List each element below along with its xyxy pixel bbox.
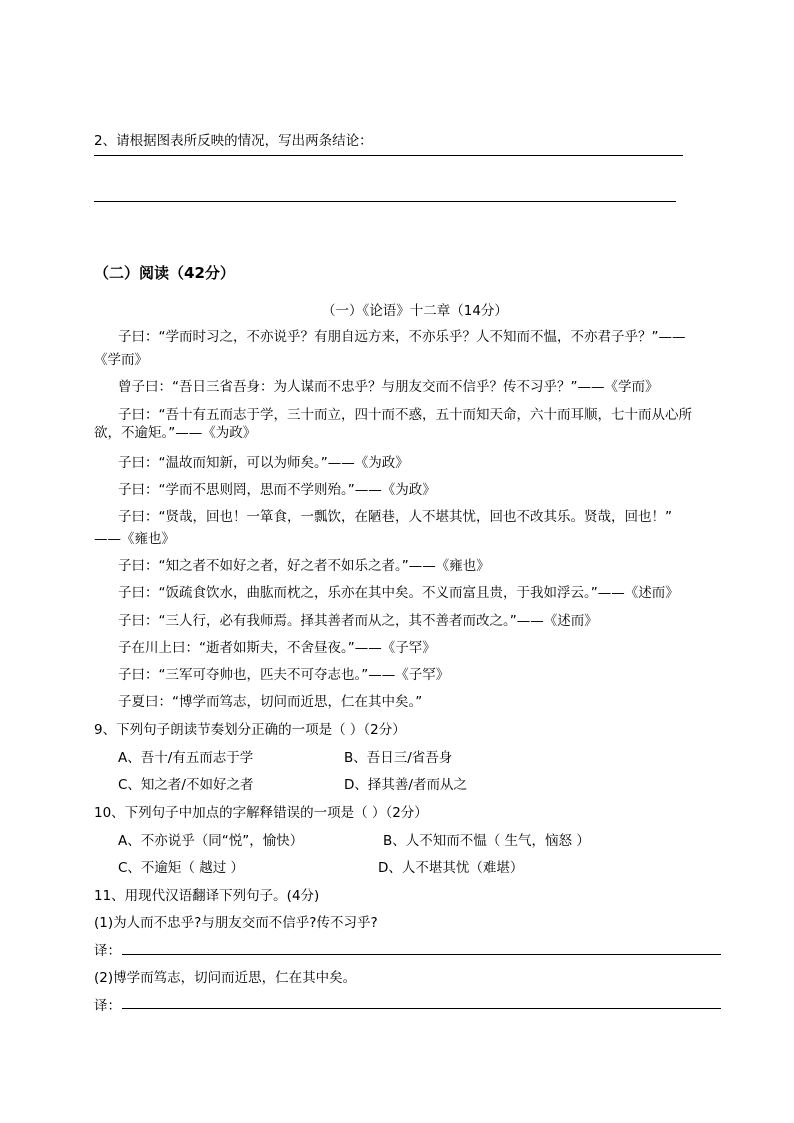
passage-9: 子曰：“三人行，必有我师焉。择其善者而从之，其不善者而改之。”——《述而》 xyxy=(118,613,598,629)
passage-2: 曾子曰：“吾日三省吾身：为人谋而不忠乎？与朋友交而不信乎？传不习乎？”——《学而》 xyxy=(118,379,659,395)
answer-line-2[interactable] xyxy=(94,201,676,202)
q11-answer-line-1[interactable] xyxy=(122,954,721,955)
q11-sentence-1: (1)为人而不忠乎?与朋友交而不信乎?传不习乎? xyxy=(94,915,378,931)
passage-12: 子夏曰：“博学而笃志，切问而近思，仁在其中矣。” xyxy=(118,694,423,710)
q11-translate-label-2: 译： xyxy=(94,998,121,1014)
q10-option-b[interactable]: B、人不知而不愠（ 生气，恼怒 ） xyxy=(383,833,590,849)
passage-5: 子曰：“学而不思则罔，思而不学则殆。”——《为政》 xyxy=(118,482,436,498)
q10-option-d[interactable]: D、人不堪其忧（难堪） xyxy=(378,860,524,876)
passage-10: 子在川上曰：“逝者如斯夫，不舍昼夜。”——《子罕》 xyxy=(118,640,436,656)
q9-option-a[interactable]: A、吾十/有五而志于学 xyxy=(118,750,254,766)
passage-7: 子曰：“知之者不如好之者，好之者不如乐之者。”——《雍也》 xyxy=(118,558,490,574)
question-2-text: 2、请根据图表所反映的情况，写出两条结论： xyxy=(94,133,373,149)
section-heading: （二）阅读（42分） xyxy=(94,264,235,282)
passage-3-line-2: 欲，不逾矩。”——《为政》 xyxy=(94,425,257,441)
answer-line-1[interactable] xyxy=(94,155,683,156)
q9-option-b[interactable]: B、吾日三/省吾身 xyxy=(344,750,453,766)
passage-6-line-1: 子曰：“贤哉，回也！一箪食，一瓢饮，在陋巷，人不堪其忧，回也不改其乐。贤哉，回也！” xyxy=(118,509,672,525)
q10-stem: 10、下列句子中加点的字解释错误的一项是（ ）（2分） xyxy=(94,805,428,821)
q11-answer-line-2[interactable] xyxy=(122,1008,721,1009)
passage-4: 子曰：“温故而知新，可以为师矣。”——《为政》 xyxy=(118,455,409,471)
subsection-title: （一）《论语》十二章（14分） xyxy=(322,303,508,319)
passage-11: 子曰：“三军可夺帅也，匹夫不可夺志也。”——《子罕》 xyxy=(118,667,450,683)
passage-3-line-1: 子曰：“吾十有五而志于学，三十而立，四十而不惑，五十而知天命，六十而耳顺，七十而从心所 xyxy=(118,407,692,423)
passage-1-line-2: 《学而》 xyxy=(94,352,148,368)
passage-6-line-2: ——《雍也》 xyxy=(94,531,175,547)
q11-stem: 11、用现代汉语翻译下列句子。(4分) xyxy=(94,888,320,904)
passage-1-line-1: 子曰：“学而时习之，不亦说乎？有朋自远方来，不亦乐乎？人不知而不愠，不亦君子乎？”—— xyxy=(118,329,686,345)
passage-8: 子曰：“饭疏食饮水，曲肱而枕之，乐亦在其中矣。不义而富且贵，于我如浮云。”——《述而》 xyxy=(118,585,679,601)
q9-option-c[interactable]: C、知之者/不如好之者 xyxy=(118,777,254,793)
q10-option-a[interactable]: A、不亦说乎（同“悦”，愉快） xyxy=(118,833,304,849)
q9-option-d[interactable]: D、择其善/者而从之 xyxy=(344,777,467,793)
q9-stem: 9、下列句子朗读节奏划分正确的一项是（ ）（2分） xyxy=(94,722,406,738)
q11-sentence-2: (2)博学而笃志，切问而近思，仁在其中矣。 xyxy=(94,970,357,986)
q11-translate-label-1: 译： xyxy=(94,943,121,959)
q10-option-c[interactable]: C、不逾矩（ 越过 ） xyxy=(118,860,245,876)
